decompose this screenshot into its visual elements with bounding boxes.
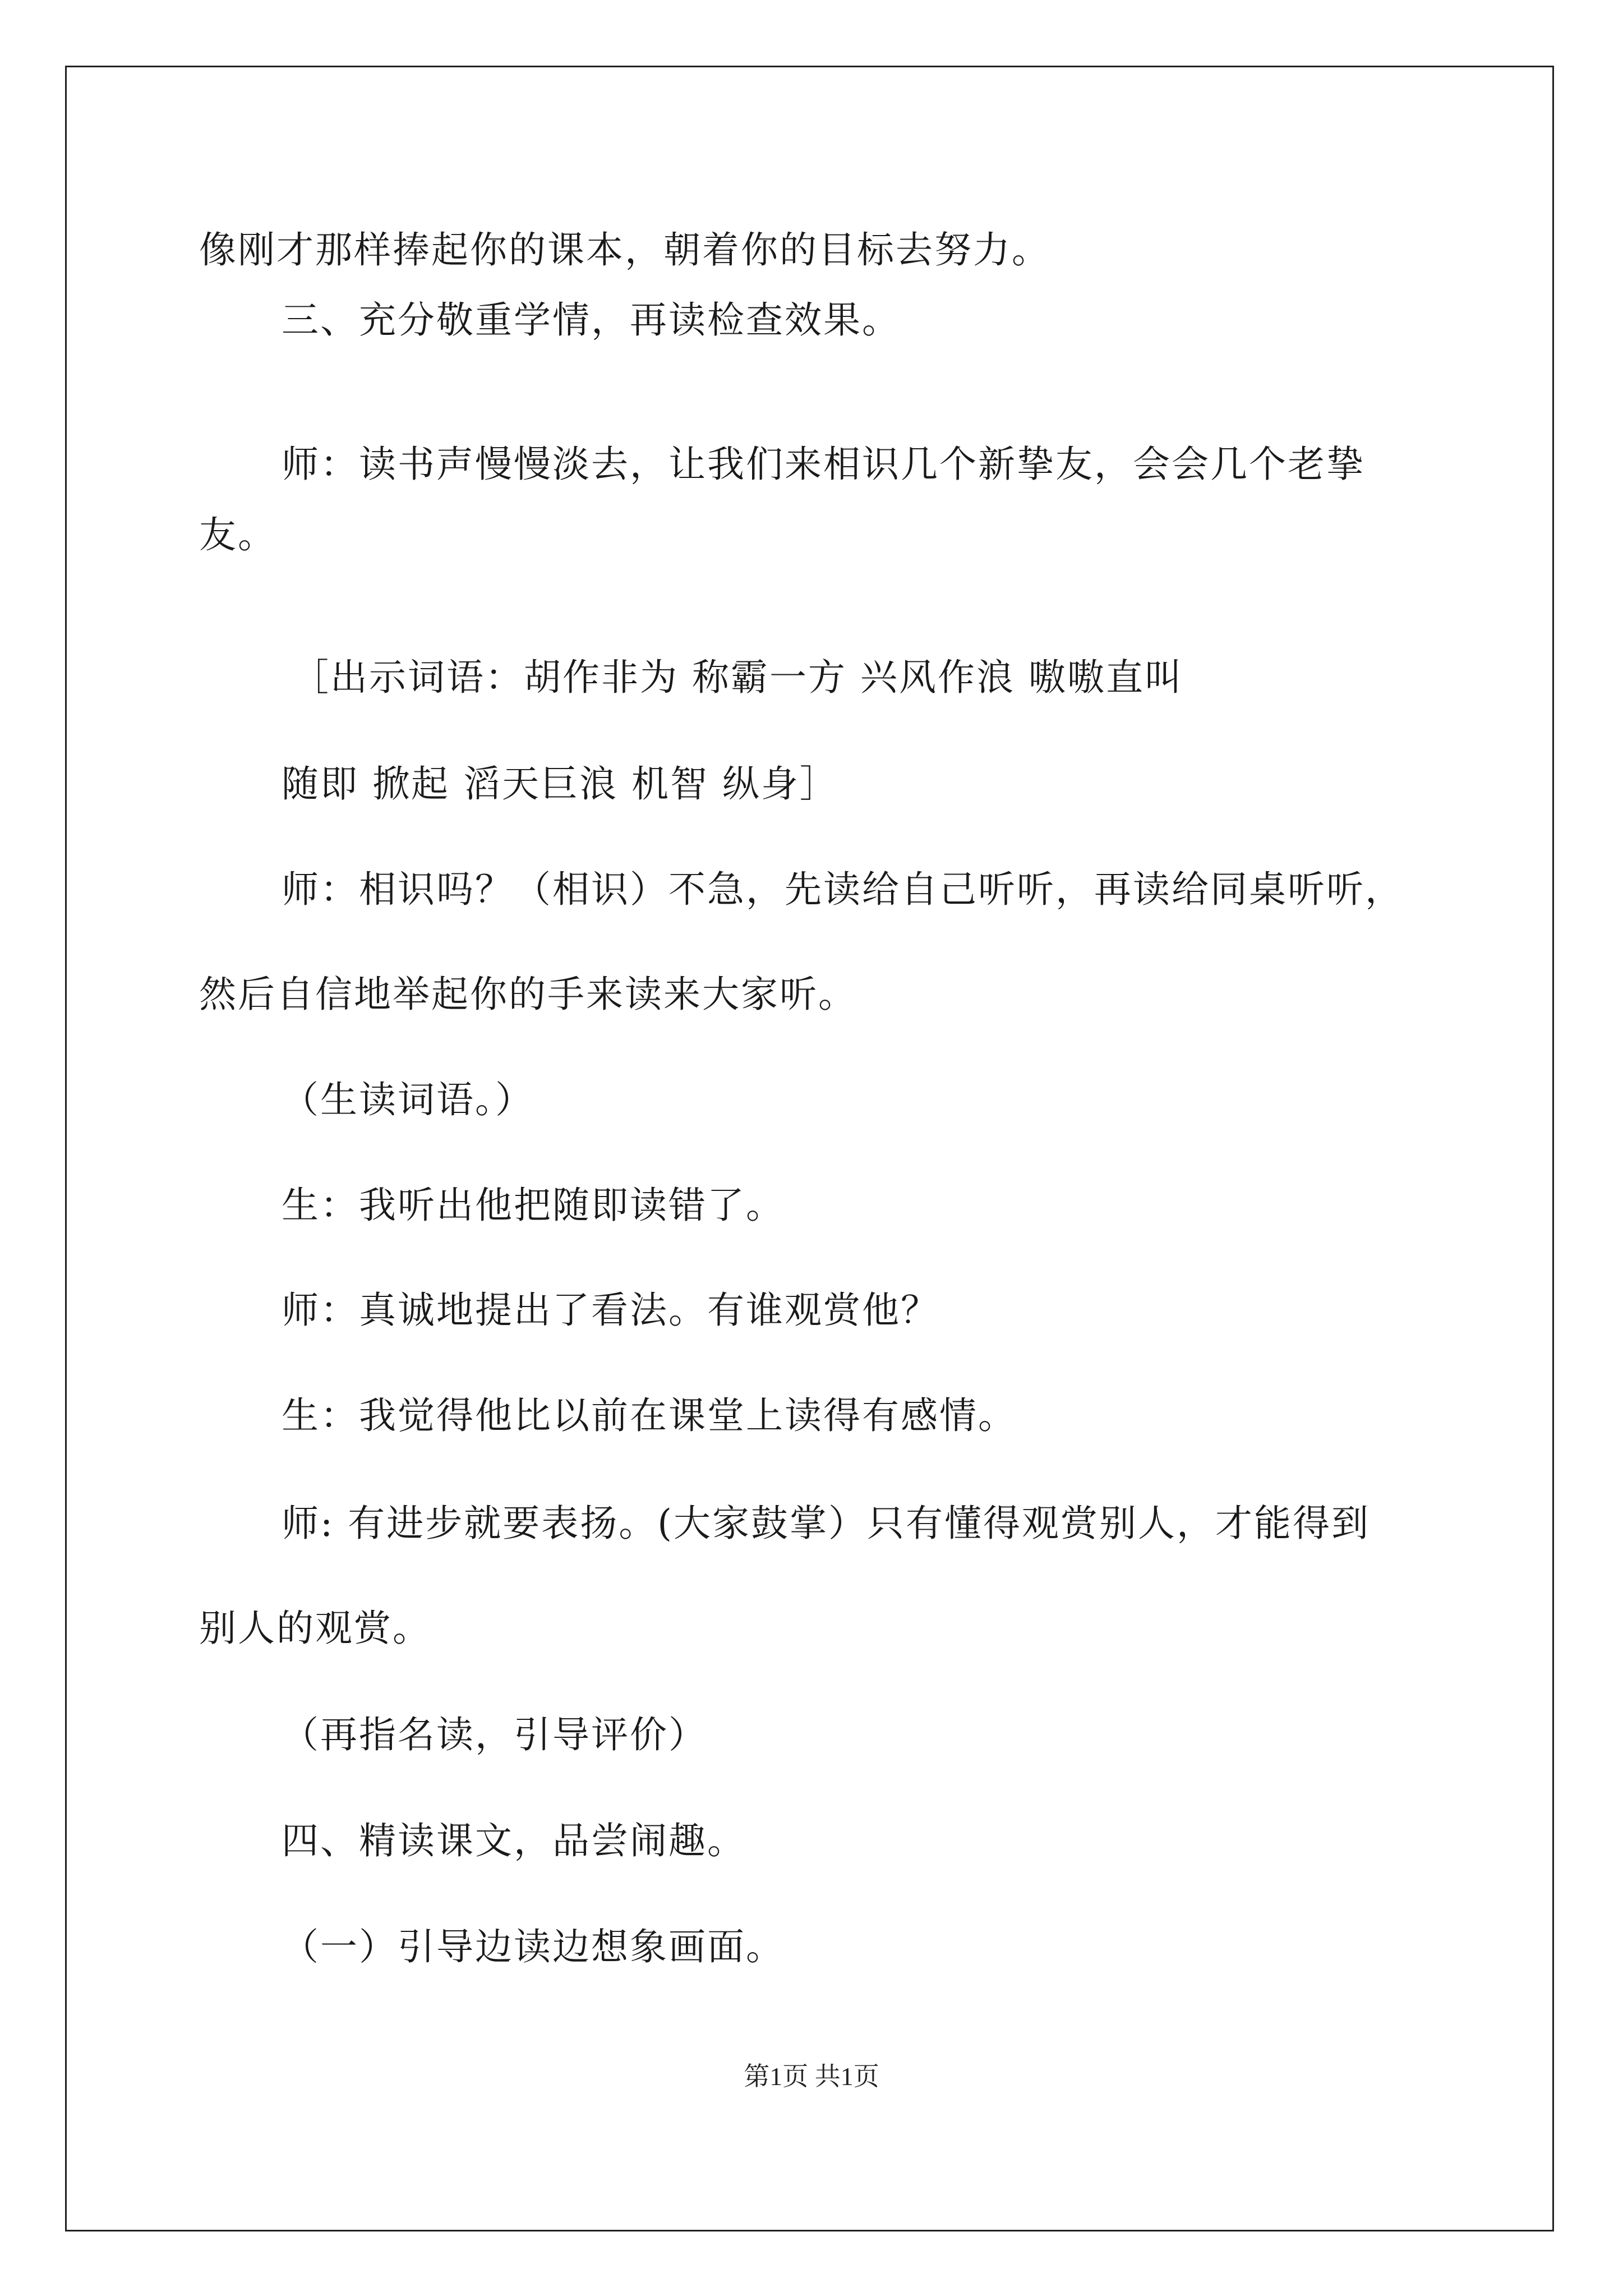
page-border (65, 66, 1554, 2231)
section-heading: 三、充分敬重学情，再读检查效果。 (282, 298, 901, 342)
paragraph-line: 别人的观赏。 (199, 1607, 431, 1650)
paragraph-line: 像刚才那样捧起你的课本，朝着你的目标去努力。 (199, 228, 1050, 272)
paragraph-line: 师：真诚地提出了看法。有谁观赏他？ (282, 1289, 939, 1332)
page-number-footer: 第1页 共1页 (744, 2062, 879, 2091)
paragraph-line: 然后自信地举起你的手来读来大家听。 (199, 973, 857, 1016)
paragraph-line: 友。 (199, 513, 276, 556)
paragraph-line: 生：我听出他把随即读错了。 (282, 1184, 785, 1227)
section-heading: 四、精读课文，品尝闹趣。 (282, 1819, 746, 1862)
word-list-line: ［出示词语：胡作非为 称霸一方 兴风作浪 嗷嗷直叫 (292, 656, 1183, 699)
paragraph-line: （生读词语。） (282, 1078, 534, 1121)
paragraph-line: （再指名读，引导评价） (282, 1713, 707, 1756)
paragraph-line: 生：我觉得他比以前在课堂上读得有感情。 (282, 1394, 1017, 1437)
paragraph-line: 师: 有进步就要表扬。(大家鼓掌）只有懂得观赏别人，才能得到 (282, 1502, 1370, 1545)
word-list-line: 随即 掀起 滔天巨浪 机智 纵身］ (282, 762, 838, 806)
subsection-heading: （一）引导边读边想象画面。 (282, 1925, 785, 1968)
paragraph-line: 师：读书声慢慢淡去，让我们来相识几个新挚友，会会几个老挚 (282, 443, 1365, 486)
paragraph-line: 师：相识吗？（相识）不急，先读给自己听听，再读给同桌听听， (282, 868, 1404, 911)
